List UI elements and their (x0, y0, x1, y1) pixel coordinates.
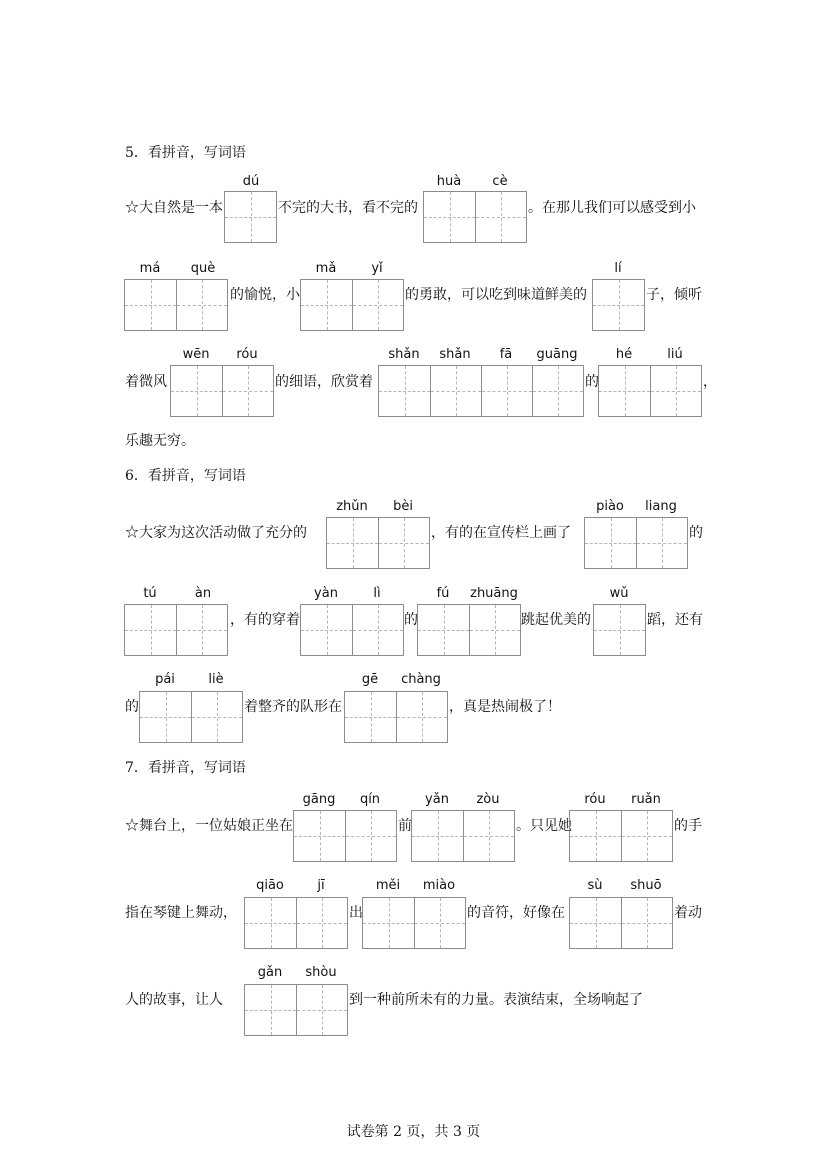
answer-box-gan-shou[interactable] (244, 984, 348, 1036)
pinyin-qiao: qiāo (256, 878, 284, 893)
answer-box-mei-miao[interactable] (362, 897, 466, 949)
pinyin-ge: gē (361, 672, 379, 687)
q7-line2-text4: 着动 (674, 905, 702, 921)
answer-box-qiao-ji[interactable] (244, 897, 348, 949)
pinyin-miao: miào (422, 878, 456, 893)
q7-line3-text2: 到一种前所未有的力量。表演结束，全场响起了 (349, 992, 643, 1008)
q5-line3-text2: 的细语，欣赏着 (275, 374, 373, 390)
answer-box-rou-ruan[interactable] (569, 810, 673, 862)
question-7-title: 7．看拼音，写词语 (125, 760, 246, 776)
pinyin-su: sù (587, 878, 603, 893)
answer-box-ma-yi[interactable] (300, 279, 404, 331)
answer-box-tu-an[interactable] (124, 604, 228, 656)
pinyin-rou: róu (236, 347, 258, 362)
q6-line1-text2: ，有的在宣传栏上画了 (431, 525, 571, 541)
pinyin-pai: pái (155, 672, 175, 687)
q6-line1-text1: ☆大家为这次活动做了充分的 (125, 525, 307, 541)
pinyin-he: hé (615, 347, 633, 362)
pinyin-yi: yǐ (371, 261, 383, 276)
pinyin-rou2: róu (584, 792, 606, 807)
answer-box-zhun-bei[interactable] (326, 517, 430, 569)
answer-box-du[interactable] (224, 191, 277, 243)
pinyin-chang: chàng (401, 672, 441, 687)
pinyin-shou: shòu (305, 965, 337, 980)
pinyin-ji: jī (317, 878, 325, 893)
pinyin-zou: zòu (476, 792, 500, 807)
pinyin-zhuang: zhuāng (470, 586, 518, 601)
pinyin-yan: yàn (314, 586, 338, 601)
q6-line1-text3: 的 (689, 525, 703, 541)
pinyin-li4: lì (373, 586, 381, 601)
pinyin-ce: cè (492, 174, 508, 189)
pinyin-gan: gǎn (257, 965, 283, 980)
pinyin-bei: bèi (393, 499, 413, 514)
q7-line2-text2: 出 (349, 905, 363, 921)
answer-box-hua-ce[interactable] (423, 191, 527, 243)
q5-line2-text2: 的勇敢，可以吃到味道鲜美的 (405, 287, 587, 303)
pinyin-ruan: ruǎn (631, 792, 661, 807)
q5-line1-text1: ☆大自然是一本 (125, 200, 223, 216)
q7-line2-text3: 的音符，好像在 (467, 905, 565, 921)
answer-box-pai-lie[interactable] (139, 691, 243, 743)
page-footer: 试卷第 2 页，共 3 页 (346, 1124, 481, 1140)
pinyin-ma3: mǎ (315, 261, 337, 276)
q6-line2-text1: ，有的穿着 (230, 612, 300, 628)
q7-line3-text1: 人的故事，让人 (125, 992, 223, 1008)
answer-box-fu-zhuang[interactable] (417, 604, 521, 656)
pinyin-wu: wǔ (609, 586, 629, 601)
pinyin-piao: piào (596, 499, 624, 514)
answer-box-he-liu[interactable] (598, 365, 702, 417)
q7-line1-text1: ☆舞台上，一位姑娘正坐在 (125, 818, 293, 834)
answer-box-su-shuo[interactable] (569, 897, 673, 949)
q6-line3-text3: ，真是热闹极了！ (449, 699, 561, 715)
pinyin-wen: wēn (182, 347, 210, 362)
q5-line3-text4: ， (703, 374, 717, 390)
pinyin-du: dú (242, 174, 260, 189)
q6-line2-text3: 跳起优美的 (521, 612, 591, 628)
answer-box-wu[interactable] (593, 604, 646, 656)
pinyin-tu: tú (143, 586, 157, 601)
pinyin-que: què (190, 261, 216, 276)
q5-line2-text1: 的愉悦，小 (230, 287, 300, 303)
q7-line1-text4: 的手 (674, 818, 702, 834)
q7-line1-text2: 前 (398, 818, 412, 834)
answer-box-piao-liang[interactable] (584, 517, 688, 569)
q5-line2-text3: 子，倾听 (646, 287, 702, 303)
answer-box-ge-chang[interactable] (344, 691, 448, 743)
pinyin-fu: fú (436, 586, 450, 601)
q5-line1-text2: 不完的大书，看不完的 (278, 200, 418, 216)
answer-box-shan-shan-fa-guang[interactable] (378, 365, 584, 417)
answer-box-yan-zou[interactable] (411, 810, 515, 862)
q5-line3-text1: 着微风 (125, 374, 167, 390)
pinyin-guang: guāng (536, 347, 578, 362)
pinyin-gang: gāng (302, 792, 336, 807)
q6-line3-text2: 着整齐的队形在 (244, 699, 342, 715)
pinyin-li: lí (614, 261, 622, 276)
question-6-title: 6．看拼音，写词语 (125, 468, 246, 484)
pinyin-liang: liang (645, 499, 677, 514)
pinyin-ma: má (139, 261, 161, 276)
pinyin-yan3: yǎn (425, 792, 449, 807)
answer-box-yan-li[interactable] (300, 604, 404, 656)
pinyin-shan1: shǎn (388, 347, 420, 362)
q7-line2-text1: 指在琴键上舞动， (125, 905, 237, 921)
answer-box-wen-rou[interactable] (170, 365, 274, 417)
q7-line1-text3: 。只见她 (516, 818, 572, 834)
question-5-title: 5．看拼音，写词语 (125, 145, 246, 161)
pinyin-hua: huà (436, 174, 462, 189)
pinyin-lie: liè (208, 672, 224, 687)
pinyin-shan2: shǎn (439, 347, 471, 362)
pinyin-fa: fā (499, 347, 513, 362)
q6-line3-text1: 的 (125, 699, 139, 715)
answer-box-li[interactable] (592, 279, 645, 331)
q5-line4-text1: 乐趣无穷。 (125, 433, 195, 449)
pinyin-zhun: zhǔn (336, 499, 368, 514)
answer-box-ma-que[interactable] (124, 279, 228, 331)
pinyin-qin: qín (359, 792, 381, 807)
pinyin-mei: měi (375, 878, 401, 893)
pinyin-shuo: shuō (630, 878, 662, 893)
q5-line3-text3: 的 (585, 374, 599, 390)
q6-line2-text2: 的 (404, 612, 418, 628)
q5-line1-text3: 。在那儿我们可以感受到小 (528, 200, 696, 216)
answer-box-gang-qin[interactable] (293, 810, 397, 862)
q6-line2-text4: 蹈，还有 (647, 612, 703, 628)
pinyin-an: àn (194, 586, 212, 601)
pinyin-liu: liú (667, 347, 683, 362)
